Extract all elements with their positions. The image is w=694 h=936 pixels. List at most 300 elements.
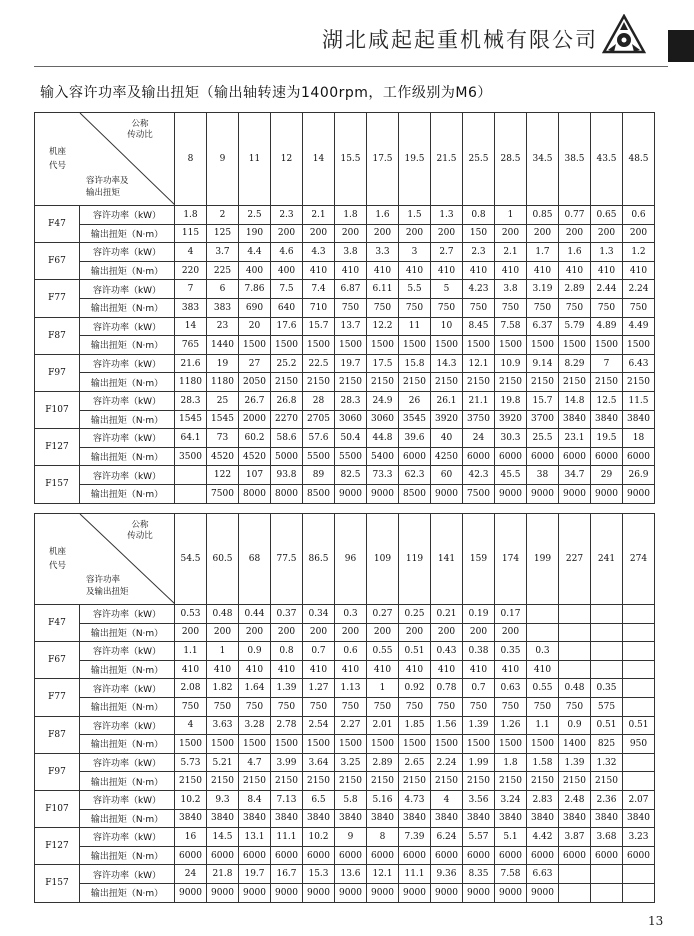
torque-value-cell: 8000 [271, 484, 303, 503]
torque-value-cell: 6000 [527, 447, 559, 466]
power-value-cell: 93.8 [271, 466, 303, 485]
torque-value-cell: 2150 [623, 373, 655, 392]
power-value-cell: 0.51 [399, 642, 431, 661]
power-value-cell: 4.4 [239, 243, 271, 262]
power-value-cell: 1.3 [591, 243, 623, 262]
power-label-cell: 容许功率（kW） [80, 679, 175, 698]
torque-value-cell: 9000 [239, 883, 271, 902]
power-value-cell: 0.77 [559, 206, 591, 225]
table-row [35, 429, 655, 448]
torque-value-cell: 4520 [207, 447, 239, 466]
torque-value-cell [623, 660, 655, 679]
power-value-cell: 62.3 [399, 466, 431, 485]
torque-value-cell: 410 [207, 660, 239, 679]
power-value-cell: 11.5 [623, 391, 655, 410]
torque-value-cell: 6000 [559, 846, 591, 865]
table-row [35, 410, 655, 429]
torque-value-cell: 2150 [367, 373, 399, 392]
torque-value-cell: 1180 [207, 373, 239, 392]
power-value-cell: 42.3 [463, 466, 495, 485]
power-value-cell: 5.16 [367, 790, 399, 809]
power-value-cell: 25.2 [271, 354, 303, 373]
torque-value-cell: 3920 [431, 410, 463, 429]
torque-value-cell: 4250 [431, 447, 463, 466]
torque-value-cell: 2150 [303, 772, 335, 791]
torque-label-cell: 输出扭矩（N·m） [80, 883, 175, 902]
torque-value-cell: 5400 [367, 447, 399, 466]
torque-value-cell: 3060 [335, 410, 367, 429]
ratio-header-cell: 141 [431, 514, 463, 605]
ratio-header-cell: 11 [239, 113, 271, 206]
torque-value-cell: 640 [271, 298, 303, 317]
power-value-cell: 3.8 [495, 280, 527, 299]
power-value-cell: 8.4 [239, 790, 271, 809]
table-row [35, 354, 655, 373]
torque-value-cell: 9000 [335, 484, 367, 503]
power-value-cell: 4 [175, 243, 207, 262]
torque-value-cell: 6000 [175, 846, 207, 865]
power-value-cell: 0.65 [591, 206, 623, 225]
power-value-cell: 1.32 [591, 753, 623, 772]
table-row [35, 716, 655, 735]
torque-value-cell [623, 772, 655, 791]
power-value-cell: 0.6 [335, 642, 367, 661]
power-value-cell: 1.7 [527, 243, 559, 262]
torque-value-cell: 1180 [175, 373, 207, 392]
power-label-cell: 容许功率（kW） [80, 317, 175, 336]
ratio-label-line: 公称 [131, 520, 149, 530]
power-value-cell: 9.14 [527, 354, 559, 373]
power-value-cell: 26.8 [271, 391, 303, 410]
table-row [35, 280, 655, 299]
torque-value-cell: 3545 [399, 410, 431, 429]
torque-value-cell: 6000 [591, 447, 623, 466]
power-value-cell: 14.8 [559, 391, 591, 410]
torque-value-cell: 410 [367, 660, 399, 679]
model-cell: F157 [35, 865, 80, 902]
ratio-header-cell: 25.5 [463, 113, 495, 206]
table-row [35, 772, 655, 791]
power-value-cell: 57.6 [303, 429, 335, 448]
torque-value-cell: 750 [495, 298, 527, 317]
torque-label-cell: 输出扭矩（N·m） [80, 410, 175, 429]
power-value-cell [623, 642, 655, 661]
table-row [35, 697, 655, 716]
torque-value-cell: 1500 [623, 336, 655, 355]
power-value-cell: 6.24 [431, 828, 463, 847]
power-value-cell: 1.99 [463, 753, 495, 772]
torque-value-cell: 1500 [527, 735, 559, 754]
power-label-cell: 容许功率（kW） [80, 391, 175, 410]
torque-value-cell: 6000 [591, 846, 623, 865]
power-value-cell: 15.3 [303, 865, 335, 884]
torque-value-cell: 3840 [367, 809, 399, 828]
power-value-cell: 3.63 [207, 716, 239, 735]
ratio-header-cell: 28.5 [495, 113, 527, 206]
torque-value-cell: 1500 [591, 336, 623, 355]
power-value-cell: 0.92 [399, 679, 431, 698]
power-value-cell [591, 642, 623, 661]
torque-value-cell: 200 [271, 224, 303, 243]
power-value-cell: 17.6 [271, 317, 303, 336]
company-logo-icon [602, 14, 646, 54]
power-value-cell: 3.56 [463, 790, 495, 809]
ratio-header-cell: 17.5 [367, 113, 399, 206]
power-value-cell: 1.1 [175, 642, 207, 661]
torque-value-cell: 2150 [527, 373, 559, 392]
power-value-cell: 0.37 [271, 605, 303, 624]
torque-value-cell: 6000 [527, 846, 559, 865]
power-value-cell: 0.25 [399, 605, 431, 624]
ratio-label [110, 520, 170, 542]
torque-value-cell: 410 [271, 660, 303, 679]
power-value-cell: 2.01 [367, 716, 399, 735]
torque-value-cell: 2150 [303, 373, 335, 392]
power-value-cell: 2.89 [559, 280, 591, 299]
torque-value-cell: 2150 [559, 373, 591, 392]
torque-value-cell: 200 [367, 623, 399, 642]
model-cell: F107 [35, 790, 80, 827]
power-value-cell: 7.86 [239, 280, 271, 299]
torque-value-cell: 200 [303, 623, 335, 642]
power-value-cell: 3.3 [367, 243, 399, 262]
table-row [35, 828, 655, 847]
torque-value-cell: 1545 [175, 410, 207, 429]
power-value-cell: 1.39 [463, 716, 495, 735]
power-value-cell: 0.7 [303, 642, 335, 661]
torque-value-cell: 200 [495, 623, 527, 642]
header-divider [34, 66, 668, 67]
power-value-cell: 122 [207, 466, 239, 485]
table-header-row [35, 514, 655, 605]
table-row [35, 753, 655, 772]
table-row [35, 298, 655, 317]
torque-value-cell: 750 [271, 697, 303, 716]
torque-value-cell: 2150 [335, 373, 367, 392]
torque-value-cell: 200 [399, 224, 431, 243]
power-value-cell: 29 [591, 466, 623, 485]
power-label-cell: 容许功率（kW） [80, 466, 175, 485]
torque-value-cell: 125 [207, 224, 239, 243]
torque-value-cell: 410 [239, 660, 271, 679]
torque-value-cell [623, 883, 655, 902]
power-value-cell: 24.9 [367, 391, 399, 410]
torque-value-cell: 1500 [239, 336, 271, 355]
power-value-cell: 2.27 [335, 716, 367, 735]
torque-value-cell: 400 [239, 261, 271, 280]
torque-value-cell [591, 660, 623, 679]
torque-value-cell: 200 [495, 224, 527, 243]
power-value-cell: 0.21 [431, 605, 463, 624]
torque-value-cell: 9000 [335, 883, 367, 902]
torque-value-cell: 2270 [271, 410, 303, 429]
torque-value-cell: 1500 [559, 336, 591, 355]
power-value-cell: 12.5 [591, 391, 623, 410]
torque-value-cell: 1500 [271, 735, 303, 754]
model-cell: F97 [35, 354, 80, 391]
torque-value-cell: 1500 [495, 336, 527, 355]
model-cell: F67 [35, 642, 80, 679]
power-value-cell: 5 [431, 280, 463, 299]
torque-value-cell: 3840 [495, 809, 527, 828]
table-row [35, 466, 655, 485]
torque-value-cell: 1500 [335, 336, 367, 355]
torque-value-cell: 690 [239, 298, 271, 317]
power-value-cell: 0.19 [463, 605, 495, 624]
output-label-line: 输出扭矩 [86, 188, 121, 198]
torque-value-cell: 6000 [495, 846, 527, 865]
ratio-header-cell: 19.5 [399, 113, 431, 206]
torque-label-cell: 输出扭矩（N·m） [80, 735, 175, 754]
torque-value-cell: 750 [527, 298, 559, 317]
ratio-header-cell: 241 [591, 514, 623, 605]
torque-value-cell: 3840 [591, 809, 623, 828]
power-value-cell: 0.9 [239, 642, 271, 661]
power-value-cell: 7.58 [495, 317, 527, 336]
ratio-header-cell: 86.5 [303, 514, 335, 605]
power-value-cell: 1.64 [239, 679, 271, 698]
torque-value-cell: 200 [175, 623, 207, 642]
ratio-header-cell: 274 [623, 514, 655, 605]
model-label-line: 机座 [48, 547, 66, 557]
table-row [35, 484, 655, 503]
power-value-cell: 1.27 [303, 679, 335, 698]
torque-value-cell: 3840 [559, 809, 591, 828]
power-value-cell: 0.9 [559, 716, 591, 735]
power-value-cell: 28.3 [175, 391, 207, 410]
torque-value-cell: 9000 [463, 883, 495, 902]
torque-value-cell: 9000 [527, 484, 559, 503]
torque-value-cell: 750 [175, 697, 207, 716]
header-corner-cell [35, 113, 175, 206]
torque-value-cell: 750 [559, 697, 591, 716]
power-value-cell: 0.55 [527, 679, 559, 698]
ratio-header-cell: 68 [239, 514, 271, 605]
power-value-cell: 1.6 [367, 206, 399, 225]
torque-value-cell: 6000 [207, 846, 239, 865]
power-value-cell: 22.5 [303, 354, 335, 373]
torque-value-cell: 1500 [399, 336, 431, 355]
power-value-cell: 1.39 [559, 753, 591, 772]
torque-value-cell: 1500 [463, 735, 495, 754]
torque-value-cell: 9000 [207, 883, 239, 902]
ratio-header-cell: 14 [303, 113, 335, 206]
torque-value-cell: 2150 [367, 772, 399, 791]
power-value-cell: 24 [463, 429, 495, 448]
power-label-cell: 容许功率（kW） [80, 206, 175, 225]
torque-label-cell: 输出扭矩（N·m） [80, 846, 175, 865]
power-value-cell: 26 [399, 391, 431, 410]
power-value-cell: 0.51 [623, 716, 655, 735]
power-value-cell: 12.2 [367, 317, 399, 336]
power-value-cell: 2.07 [623, 790, 655, 809]
ratio-header-cell: 43.5 [591, 113, 623, 206]
power-value-cell: 2.3 [271, 206, 303, 225]
torque-value-cell: 2150 [335, 772, 367, 791]
power-label-cell: 容许功率（kW） [80, 716, 175, 735]
power-value-cell: 38 [527, 466, 559, 485]
torque-value-cell: 9000 [431, 883, 463, 902]
power-value-cell: 5.8 [335, 790, 367, 809]
ratio-header-cell: 77.5 [271, 514, 303, 605]
torque-value-cell [591, 883, 623, 902]
power-value-cell: 9.3 [207, 790, 239, 809]
torque-value-cell [591, 623, 623, 642]
power-value-cell: 0.34 [303, 605, 335, 624]
table-row [35, 865, 655, 884]
torque-value-cell: 2150 [431, 373, 463, 392]
power-value-cell [623, 753, 655, 772]
power-value-cell: 7.13 [271, 790, 303, 809]
torque-value-cell: 2705 [303, 410, 335, 429]
torque-value-cell: 200 [431, 623, 463, 642]
power-value-cell: 26.9 [623, 466, 655, 485]
torque-value-cell: 2150 [271, 373, 303, 392]
power-value-cell: 60.2 [239, 429, 271, 448]
power-value-cell: 4.42 [527, 828, 559, 847]
ratio-header-cell: 60.5 [207, 514, 239, 605]
power-value-cell: 0.17 [495, 605, 527, 624]
power-value-cell: 39.6 [399, 429, 431, 448]
power-value-cell: 2.36 [591, 790, 623, 809]
power-value-cell: 1 [367, 679, 399, 698]
torque-value-cell: 410 [495, 660, 527, 679]
model-cell: F77 [35, 280, 80, 317]
torque-value-cell: 3840 [591, 410, 623, 429]
torque-value-cell: 9000 [399, 883, 431, 902]
torque-value-cell: 6000 [431, 846, 463, 865]
model-cell: F87 [35, 716, 80, 753]
power-value-cell: 13.7 [335, 317, 367, 336]
power-value-cell: 3.68 [591, 828, 623, 847]
table-row [35, 243, 655, 262]
torque-value-cell [559, 623, 591, 642]
torque-value-cell: 9000 [367, 484, 399, 503]
power-value-cell: 0.6 [623, 206, 655, 225]
table-row [35, 447, 655, 466]
torque-value-cell: 200 [367, 224, 399, 243]
power-value-cell: 7 [175, 280, 207, 299]
torque-value-cell: 3750 [463, 410, 495, 429]
table-header-row [35, 113, 655, 206]
torque-value-cell: 750 [431, 298, 463, 317]
power-value-cell: 3.28 [239, 716, 271, 735]
torque-value-cell: 6000 [495, 447, 527, 466]
torque-value-cell: 1500 [463, 336, 495, 355]
table-row [35, 846, 655, 865]
torque-value-cell: 2150 [463, 373, 495, 392]
model-label-line: 代号 [48, 561, 66, 571]
power-value-cell: 0.43 [431, 642, 463, 661]
power-value-cell: 14.3 [431, 354, 463, 373]
power-value-cell: 1.2 [623, 243, 655, 262]
power-value-cell: 19.5 [591, 429, 623, 448]
torque-value-cell: 750 [399, 298, 431, 317]
ratio-label-line: 传动比 [127, 531, 153, 541]
power-label-cell: 容许功率（kW） [80, 828, 175, 847]
torque-value-cell: 9000 [175, 883, 207, 902]
table-row [35, 206, 655, 225]
power-value-cell: 19 [207, 354, 239, 373]
power-value-cell [559, 642, 591, 661]
torque-value-cell: 410 [463, 660, 495, 679]
model-cell: F87 [35, 317, 80, 354]
torque-value-cell: 3840 [207, 809, 239, 828]
torque-value-cell: 6000 [399, 846, 431, 865]
power-value-cell: 1.1 [527, 716, 559, 735]
torque-value-cell: 410 [623, 261, 655, 280]
power-value-cell: 2.78 [271, 716, 303, 735]
torque-value-cell: 3840 [623, 809, 655, 828]
power-value-cell: 4.89 [591, 317, 623, 336]
torque-value-cell: 1400 [559, 735, 591, 754]
torque-value-cell: 2000 [239, 410, 271, 429]
output-label [86, 175, 129, 199]
torque-value-cell: 410 [175, 660, 207, 679]
torque-value-cell: 410 [303, 261, 335, 280]
torque-value-cell: 3700 [527, 410, 559, 429]
power-value-cell: 6 [207, 280, 239, 299]
power-value-cell: 9.36 [431, 865, 463, 884]
torque-value-cell: 3840 [463, 809, 495, 828]
torque-value-cell: 9000 [431, 484, 463, 503]
torque-value-cell: 2150 [239, 772, 271, 791]
power-value-cell: 2.5 [239, 206, 271, 225]
table-row [35, 261, 655, 280]
power-value-cell: 30.3 [495, 429, 527, 448]
torque-value-cell: 3840 [431, 809, 463, 828]
table-row [35, 642, 655, 661]
torque-value-cell: 750 [527, 697, 559, 716]
torque-value-cell: 750 [303, 697, 335, 716]
power-value-cell: 3.23 [623, 828, 655, 847]
power-value-cell: 3.64 [303, 753, 335, 772]
power-value-cell: 2 [207, 206, 239, 225]
model-cell: F127 [35, 828, 80, 865]
model-cell: F47 [35, 206, 80, 243]
power-value-cell: 10.9 [495, 354, 527, 373]
torque-value-cell: 6000 [463, 447, 495, 466]
power-value-cell: 19.7 [239, 865, 271, 884]
torque-value-cell: 575 [591, 697, 623, 716]
power-value-cell: 44.8 [367, 429, 399, 448]
power-label-cell: 容许功率（kW） [80, 429, 175, 448]
power-value-cell: 1.8 [335, 206, 367, 225]
torque-value-cell: 3840 [239, 809, 271, 828]
power-value-cell: 7.4 [303, 280, 335, 299]
power-value-cell: 24 [175, 865, 207, 884]
torque-value-cell: 410 [431, 660, 463, 679]
model-label-line: 代号 [48, 161, 66, 171]
power-value-cell: 27 [239, 354, 271, 373]
ratio-header-cell: 34.5 [527, 113, 559, 206]
torque-value-cell: 750 [623, 298, 655, 317]
torque-value-cell: 1500 [431, 735, 463, 754]
torque-value-cell: 2150 [591, 373, 623, 392]
power-value-cell: 3.25 [335, 753, 367, 772]
torque-label-cell: 输出扭矩（N·m） [80, 484, 175, 503]
power-value-cell: 21.6 [175, 354, 207, 373]
torque-value-cell: 6000 [271, 846, 303, 865]
power-value-cell: 1.26 [495, 716, 527, 735]
power-value-cell: 2.89 [367, 753, 399, 772]
spec-table-1 [34, 112, 655, 504]
table-row [35, 224, 655, 243]
power-value-cell: 45.5 [495, 466, 527, 485]
power-value-cell: 21.8 [207, 865, 239, 884]
power-value-cell: 6.11 [367, 280, 399, 299]
torque-value-cell: 410 [591, 261, 623, 280]
